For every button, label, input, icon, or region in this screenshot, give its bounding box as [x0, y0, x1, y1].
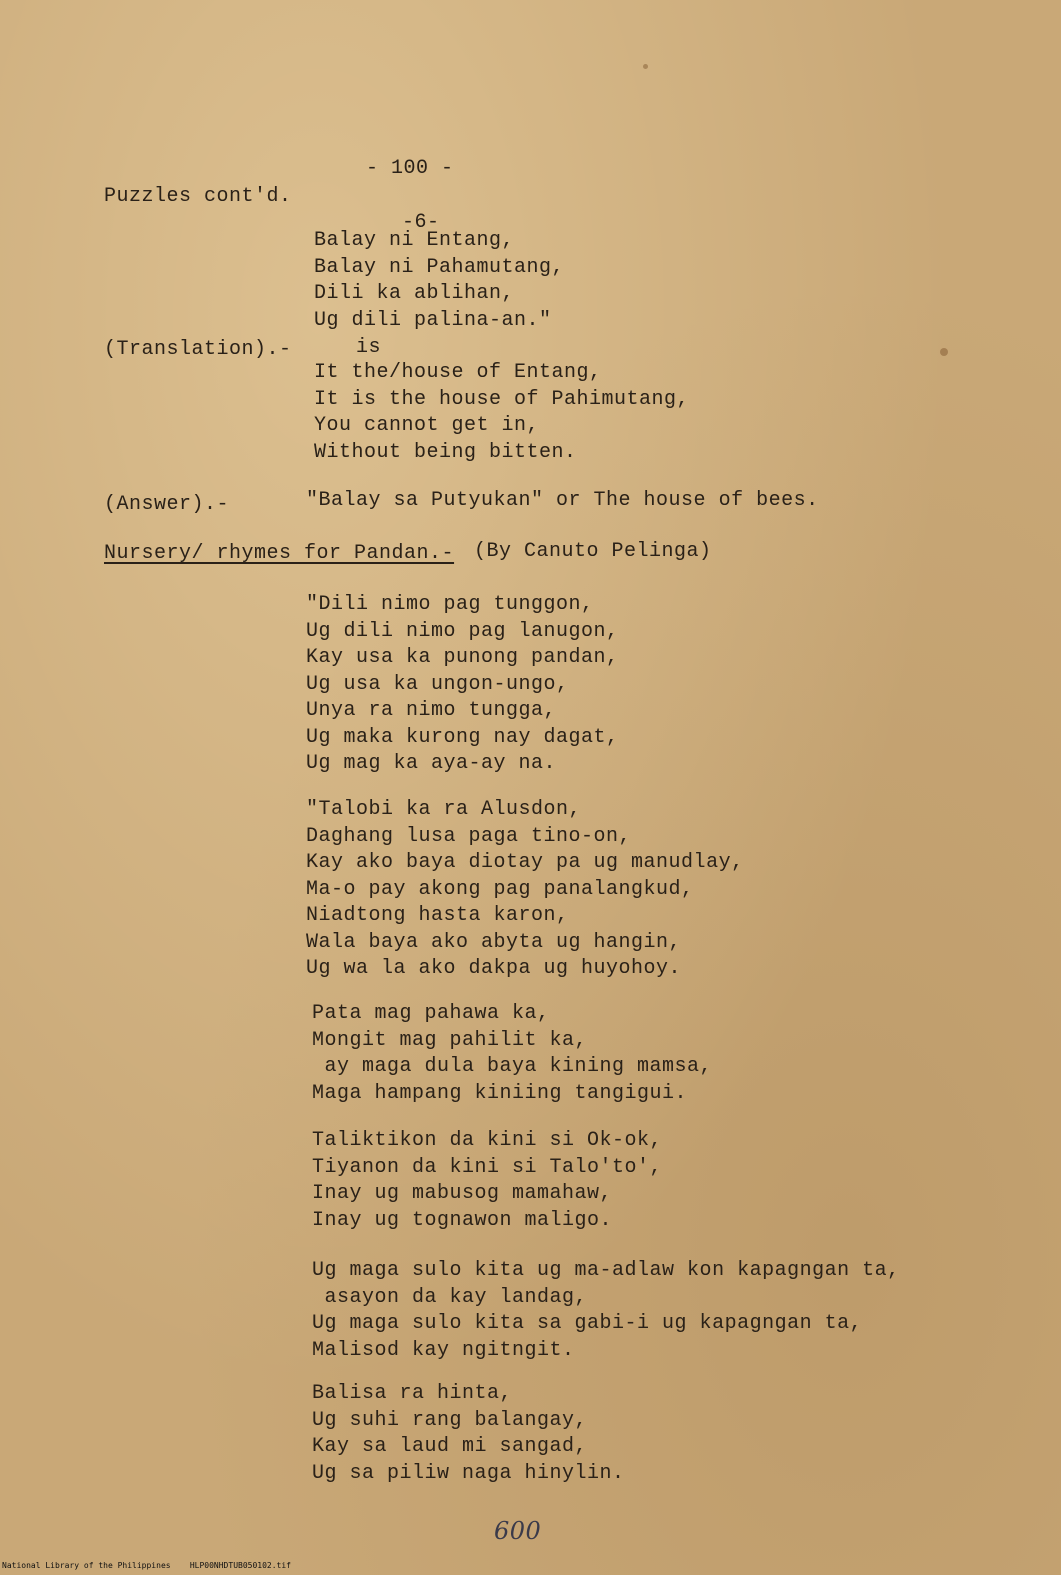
verse-line: It is the house of Pahimutang, [314, 387, 690, 411]
verse-line: Balay ni Pahamutang, [314, 255, 565, 279]
verse-line: Inay ug mabusog mamahaw, [312, 1182, 613, 1205]
verse-line: Ug mag ka aya-ay na. [306, 752, 557, 775]
archive-footer: National Library of the Philippines HLP00NHDTUB050102.tif [2, 1561, 291, 1570]
verse-line: "Talobi ka ra Alusdon, [306, 798, 582, 821]
verse-line: "Dili nimo pag tunggon, [306, 593, 594, 616]
verse-line: Pata mag pahawa ka, [312, 1002, 550, 1025]
stanza [312, 1381, 625, 1487]
verse-line: Kay ako baya diotay pa ug manudlay, [306, 851, 744, 874]
verse-line: Niadtong hasta karon, [306, 904, 569, 927]
verse-line: Ug suhi rang balangay, [312, 1408, 588, 1432]
verse-line: Ma-o pay akong pag panalangkud, [306, 877, 694, 901]
verse-line: Ug maga sulo kita sa gabi-i ug kapagngan ta, [312, 1312, 863, 1335]
verse-line: Taliktikon da kini si Ok-ok, [312, 1129, 663, 1152]
stanza [306, 797, 744, 983]
verse-line: Kay usa ka punong pandan, [306, 646, 619, 669]
stanza [306, 592, 619, 778]
verse-line: Dili ka ablihan, [314, 282, 515, 305]
verse-line: Without being bitten. [314, 440, 577, 464]
ink-speck [643, 64, 648, 69]
verse-line: Unya ra nimo tungga, [306, 699, 557, 722]
stanza [312, 1128, 662, 1234]
verse-line: Balay ni Entang, [314, 229, 515, 252]
verse-line: Ug usa ka ungon-ungo, [306, 672, 569, 696]
answer-label: (Answer).- [104, 493, 230, 516]
verse-line: asayon da kay landag, [312, 1285, 588, 1309]
answer-text: "Balay sa Putyukan" or The house of bees. [306, 489, 819, 512]
verse-line: Ug maka kurong nay dagat, [306, 725, 619, 749]
verse-line: Maga hampang kiniing tangigui. [312, 1081, 688, 1105]
handwritten-page-number: 600 [494, 1517, 542, 1545]
verse-line: Ug wa la ako dakpa ug huyohoy. [306, 957, 682, 980]
nursery-author: (By Canuto Pelinga) [474, 540, 712, 563]
puzzle-verse [314, 228, 564, 334]
translation-insert: is [356, 336, 382, 359]
stanza [312, 1001, 712, 1107]
verse-line: You cannot get in, [314, 414, 540, 437]
page-number: - 100 - [366, 157, 454, 180]
stanza [312, 1258, 900, 1364]
verse-line: Kay sa laud mi sangad, [312, 1435, 588, 1458]
verse-line: It the/house of Entang, [314, 361, 602, 384]
verse-line: Wala baya ako abyta ug hangin, [306, 930, 682, 954]
verse-line: Daghang lusa paga tino-on, [306, 824, 632, 848]
verse-line: Tiyanon da kini si Talo'to', [312, 1155, 663, 1179]
nursery-heading: Nursery/ rhymes for Pandan.- [104, 542, 455, 565]
verse-line: Balisa ra hinta, [312, 1382, 513, 1405]
puzzle-number: -6- [402, 211, 440, 234]
verse-line: Inay ug tognawon maligo. [312, 1208, 613, 1232]
verse-line: Malisod kay ngitngit. [312, 1338, 575, 1362]
verse-line: Ug dili palina-an." [314, 308, 552, 332]
ink-speck [940, 348, 948, 356]
verse-line: ay maga dula baya kining mamsa, [312, 1055, 713, 1078]
translation-verse [314, 360, 689, 466]
verse-line: Ug dili nimo pag lanugon, [306, 619, 619, 643]
verse-line: Mongit mag pahilit ka, [312, 1028, 588, 1052]
verse-line: Ug sa piliw naga hinylin. [312, 1461, 625, 1485]
translation-label: (Translation).- [104, 338, 292, 361]
verse-line: Ug maga sulo kita ug ma-adlaw kon kapagngan ta, [312, 1259, 900, 1282]
section-heading: Puzzles cont'd. [104, 185, 292, 208]
